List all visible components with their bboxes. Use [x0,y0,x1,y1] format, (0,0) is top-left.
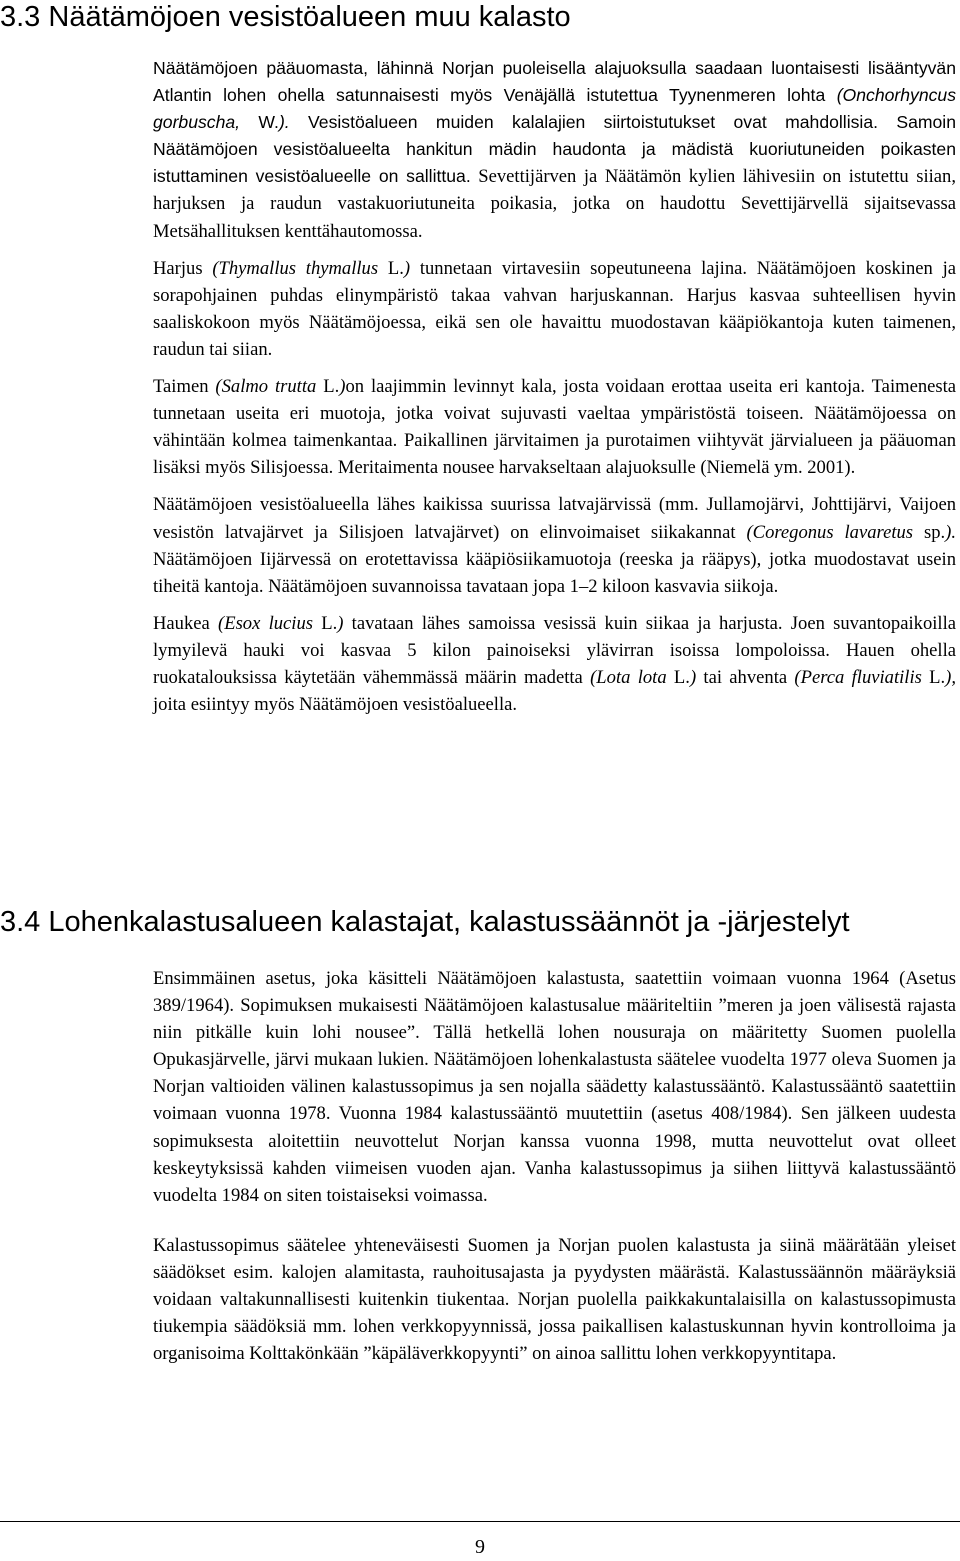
paragraph-regulation-history: Ensimmäinen asetus, joka käsitteli Näätämöjoen kalastusta, saatettiin voimaan vuonna 1964 (Asetus 389/1964). Sopimuksen mukaisesti Näätämöjoen kalastusalue määriteltiin ”meren ja joen välisestä rajasta niin pitkälle kuin lohi nousee”. Tällä hetkellä lohen nousuraja on määritetty Suomen puolella Opukasjärvelle, järvi mukaan lukien. Näätämöjoen lohenkalastusta säätelee vuodelta 1977 oleva Suomen ja Norjan valtioiden välinen kalastussopimus ja sen nojalla säädetty kalastussääntö. Kalastussääntö saatettiin voimaan vuonna 1978. Vuonna 1984 kalastussääntö muutettiin (asetus 408/1984). Sen jälkeen uudesta sopimuksesta aloitettiin neuvottelut Norjan kanssa vuonna 1998, mutta neuvottelut ovat olleet keskeytyksissä kahden viimeisen vuoden ajan. Vanha kalastussopimus ja siihen liittyvä kalastussääntö vuodelta 1984 on siten toistaiseksi voimassa. [153,968,956,1206]
paragraph-salmon: Näätämöjoen pääuomasta, lähinnä Norjan puoleisella alajuoksulla saadaan luontaisesti lisääntyvän Atlantin lohen ohella satunnaisesti myös Venäjällä istutettua Tyynenmeren lohta (Onchorhyncus gorbuscha, W.). Vesistöalueen muiden kalalajien siirtoistutukset ovat mahdollisia. Samoin Näätämöjoen vesistöalueelta hankitun mädin haudonta ja mädistä kuoriutuneiden poikasten istuttaminen vesistöalueelle on sallittua. Sevettijärven ja Näätämön kylien lähivesiin on istutettu siian, harjuksen ja raudun vastakuoriutuneita poikasia, jotka on haudottu Sevettijärvellä sijaitsevassa Metsähallituksen kenttähautomossa. [153,58,956,242]
paragraph-fishing-agreement: Kalastussopimus säätelee yhteneväisesti Suomen ja Norjan puolen kalastusta ja siinä määrätään yleiset säädökset esim. kalojen alamitasta, rauhoitusajasta ja pyydysten määrästä. Kalastussäännön määräyksiä voidaan valtakunnallisesti kuitenkin tiukentaa. Norjan puolella paikkakuntalaisilla on kalastussopimusta tiukempia säädöksiä mm. lohen verkkopyynnissä, jossa paikallisen kalastuskunnan hyvin kontrolloima ja organisoima Kolttakönkään ”käpäläverkkopyynti” on ainoa sallittu lohen verkkopyyntitapa. [153,1234,956,1365]
paragraph-whitefish: Näätämöjoen vesistöalueella lähes kaikissa suurissa latvajärvissä (mm. Jullamojärvi, Johttijärvi, Vaijoen vesistön latvajärvet ja Silisjoen latvajärvet) on elinvoimaiset siikakannat (Coregonus lavaretus sp.). Näätämöjoen Iijärvessä on erotettavissa kääpiösiikamuotoja (reeska ja rääpys), jotka muodostavat usein tiheitä kantoja. Näätämöjoen suvannoissa tavataan jopa 1–2 kiloon kasvavia siikoja. [153,494,956,597]
section-3-4-body [153,965,956,1367]
page-number: 9 [475,1536,485,1558]
section-3-3-body [153,55,956,718]
footer-divider [0,1521,960,1522]
paragraph-trout: Taimen (Salmo trutta L.)on laajimmin levinnyt kala, josta voidaan erottaa useita eri kantoja. Taimenesta tunnetaan useita eri muotoja, jotka voivat sujuvasti vaeltaa ympäristöstä toiseen. Näätämöjoessa on vähintään kolmea taimenkantaa. Paikallinen järvitaimen ja purotaimen viihtyvät järvialueen ja pääuoman lisäksi myös Silisjoessa. Meritaimenta nousee harvakseltaan alajuoksulle (Niemelä ym. 2001). [153,376,957,479]
section-heading-3-3: 3.3 Näätämöjoen vesistöalueen muu kalasto [0,1,571,33]
section-heading-3-4: 3.4 Lohenkalastusalueen kalastajat, kalastussäännöt ja -järjestelyt [0,906,850,938]
paragraph-grayling: Harjus (Thymallus thymallus L.) tunnetaan virtavesiin sopeutuneena lajina. Näätämöjoen koskinen ja sorapohjainen puhdas elinympäristö takaa vahvan harjuskannan. Harjus kasvaa suhteellisen hyvin saaliskokoon myös Näätämöjoessa, eikä sen ole havaittu muodostavan kääpiökantoja kuten taimenen, raudun tai siian. [153,257,956,360]
paragraph-pike: Haukea (Esox lucius L.) tavataan lähes samoissa vesissä kuin siikaa ja harjusta. Joen suvantopaikoilla lymyilevä hauki voi kasvaa 5 kilon painoiseksi ylävirran isoissa lompoloissa. Hauen ohella ruokatalouksissa käytetään vähemmässä määrin madetta (Lota lota L.) tai ahventa (Perca fluviatilis L.), joita esiintyy myös Näätämöjoen vesistöalueella. [153,612,957,716]
